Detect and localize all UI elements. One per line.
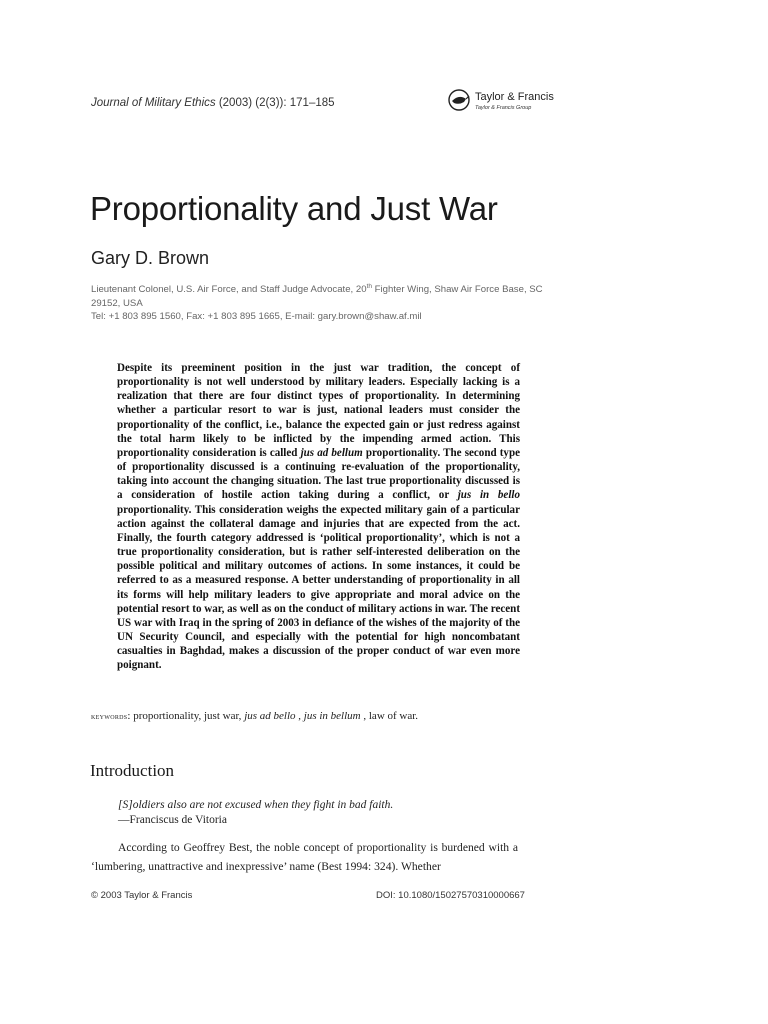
publisher-group: Taylor & Francis Group bbox=[475, 105, 532, 111]
term-jus-ad-bellum: jus ad bellum bbox=[300, 446, 363, 459]
publisher-logo bbox=[448, 88, 558, 118]
publisher-name: Taylor & Francis bbox=[475, 91, 554, 103]
journal-name: Journal of Military Ethics bbox=[91, 97, 216, 109]
epigraph bbox=[118, 798, 393, 828]
keywords-label: keywords bbox=[91, 711, 128, 721]
epigraph-source: —Franciscus de Vitoria bbox=[118, 814, 227, 826]
lamp-icon bbox=[448, 88, 472, 112]
article-title: Proportionality and Just War bbox=[90, 190, 498, 227]
journal-citation bbox=[91, 97, 335, 109]
doi: DOI: 10.1080/15027570310000667 bbox=[376, 890, 525, 901]
epigraph-quote: [S]oldiers also are not excused when they fight in bad faith. bbox=[118, 799, 394, 811]
term-jus-in-bello: jus in bello bbox=[457, 489, 520, 502]
journal-volume-pages: (2003) (2(3)): 171–185 bbox=[215, 97, 335, 109]
body-paragraph: According to Geoffrey Best, the noble concept of proportionality is burdened with a ‘lumbering, unattractive and inexpressive’ name (Best 1994: 324). Whether bbox=[91, 841, 518, 873]
keywords: keywords: proportionality, just war, jus ad bello , jus in bellum , law of war. bbox=[91, 710, 419, 722]
section-heading-introduction: Introduction bbox=[90, 761, 175, 780]
author-name: Gary D. Brown bbox=[91, 248, 210, 268]
affiliation-text: Lieutenant Colonel, U.S. Air Force, and Staff Judge Advocate, 20th Fighter Wing, Shaw Air Force Base, SC 29152, USA bbox=[91, 283, 543, 309]
author-affiliation bbox=[91, 280, 561, 324]
contact-info: Tel: +1 803 895 1560, Fax: +1 803 895 1665, E-mail: gary.brown@shaw.af.mil bbox=[91, 311, 422, 323]
abstract: Despite its preeminent position in the just war tradition, the concept of proportionality is not well understood by military leaders. Especially lacking is a realization that there are four distinct types of proportionality. In determining whether a particular resort to war is just, national leaders must consider the proportionality of the conflict, i.e., balance the expected gain or just redress against the total harm likely to be inflicted by the impending armed action. This proportionality consideration is called jus ad bellum proportionality. The second type of proportionality discussed is a continuing re-evaluation of the proportionality, taking into account the changing situation. The last true proportionality discussed is a consideration of hostile action taking during a conflict, or jus in bello proportionality. This consideration weighs the expected military gain of a particular action against the collateral damage and injuries that are expected from the act. Finally, the fourth category addressed is ‘political proportionality’, which is not a true proportionality consideration, but is rather self-interested deliberation on the possible political and military outcomes of actions. In some instances, it could be referred to as a measured response. A better understanding of proportionality in all its forms will help military leaders to give appropriate and moral advice on the potential resort to war, as well as on the conduct of military actions in war. The recent US war with Iraq in the spring of 2003 in defiance of the wishes of the majority of the UN Security Council, and especially with the potential for high noncombatant casualties in Baghdad, makes a discussion of the proper conduct of war even more poignant. bbox=[117, 362, 520, 672]
copyright: © 2003 Taylor & Francis bbox=[91, 890, 193, 901]
